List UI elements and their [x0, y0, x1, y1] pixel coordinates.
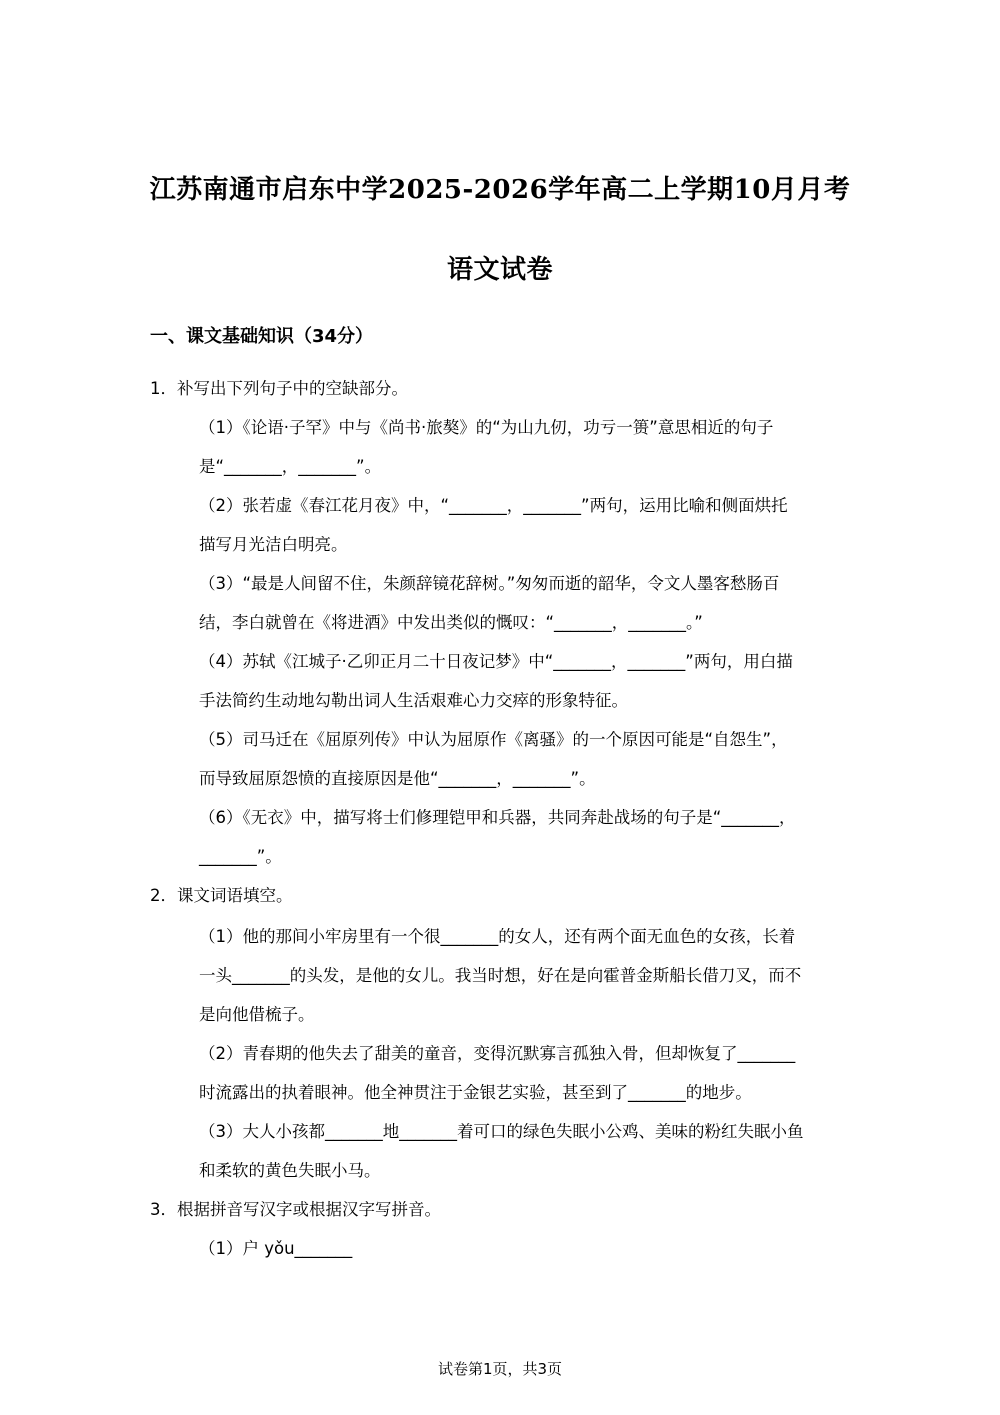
question-3-item-1: （1）户 yǒu_______ — [199, 1239, 353, 1258]
question-2-item-1-line-1: （1）他的那间小牢房里有一个很_______的女人，还有两个面无血色的女孩，长着 — [199, 927, 796, 946]
question-1-item-2-line-1: （2）张若虚《春江花月夜》中，“_______，_______”两句，运用比喻和侧面烘托 — [199, 496, 788, 515]
question-2-item-3-line-2: 和柔软的黄色失眠小马。 — [199, 1161, 381, 1180]
question-2-item-1-line-3: 是向他借梳子。 — [199, 1005, 315, 1024]
question-1-item-1-line-1: （1）《论语·子罕》中与《尚书·旅獒》的“为山九仞，功亏一篑”意思相近的句子 — [199, 418, 774, 437]
page-footer: 试卷第1页，共3页 — [437, 1360, 563, 1378]
question-1-item-5-line-1: （5）司马迁在《屈原列传》中认为屈原作《离骚》的一个原因可能是“自怨生”， — [199, 730, 788, 749]
question-1-item-3-line-1: （3）“最是人间留不住，朱颜辞镜花辞树。”匆匆而逝的韶华，令文人墨客愁肠百 — [199, 574, 780, 593]
question-1-item-2-line-2: 描写月光洁白明亮。 — [199, 535, 348, 554]
exam-title-line-2: 语文试卷 — [446, 255, 553, 285]
question-2-item-1-line-2: 一头_______的头发，是他的女儿。我当时想，好在是向霍普金斯船长借刀叉，而不 — [199, 966, 802, 985]
exam-title-line-1: 江苏南通市启东中学2025-2026学年高二上学期10月月考 — [149, 175, 851, 205]
question-2-prompt: 2．课文词语填空。 — [150, 886, 293, 905]
question-1-prompt: 1．补写出下列句子中的空缺部分。 — [150, 379, 408, 398]
question-1-item-4-line-2: 手法简约生动地勾勒出词人生活艰难心力交瘁的形象特征。 — [199, 691, 628, 710]
question-1-item-6-line-2: _______”。 — [199, 847, 282, 866]
question-1-item-4-line-1: （4）苏轼《江城子·乙卯正月二十日夜记梦》中“_______，_______”两句，用白描 — [199, 652, 793, 671]
section-heading: 一、课文基础知识（34分） — [150, 326, 374, 347]
question-3-prompt: 3．根据拼音写汉字或根据汉字写拼音。 — [150, 1200, 441, 1219]
question-2-item-2-line-1: （2）青春期的他失去了甜美的童音，变得沉默寡言孤独入骨，但却恢复了_______ — [199, 1044, 796, 1063]
question-1-item-5-line-2: 而导致屈原怨愤的直接原因是他“_______，_______”。 — [199, 769, 596, 788]
question-1-item-1-line-2: 是“_______，_______”。 — [199, 457, 382, 476]
question-2-item-2-line-2: 时流露出的执着眼神。他全神贯注于金银艺实验，甚至到了_______的地步。 — [199, 1083, 752, 1102]
question-1-item-3-line-2: 结，李白就曾在《将进酒》中发出类似的慨叹：“_______，_______。” — [199, 613, 703, 632]
question-1-item-6-line-1: （6）《无衣》中，描写将士们修理铠甲和兵器，共同奔赴战场的句子是“_______， — [199, 808, 796, 827]
question-2-item-3-line-1: （3）大人小孩都_______地_______着可口的绿色失眠小公鸡、美味的粉红失眠小鱼 — [199, 1122, 804, 1141]
